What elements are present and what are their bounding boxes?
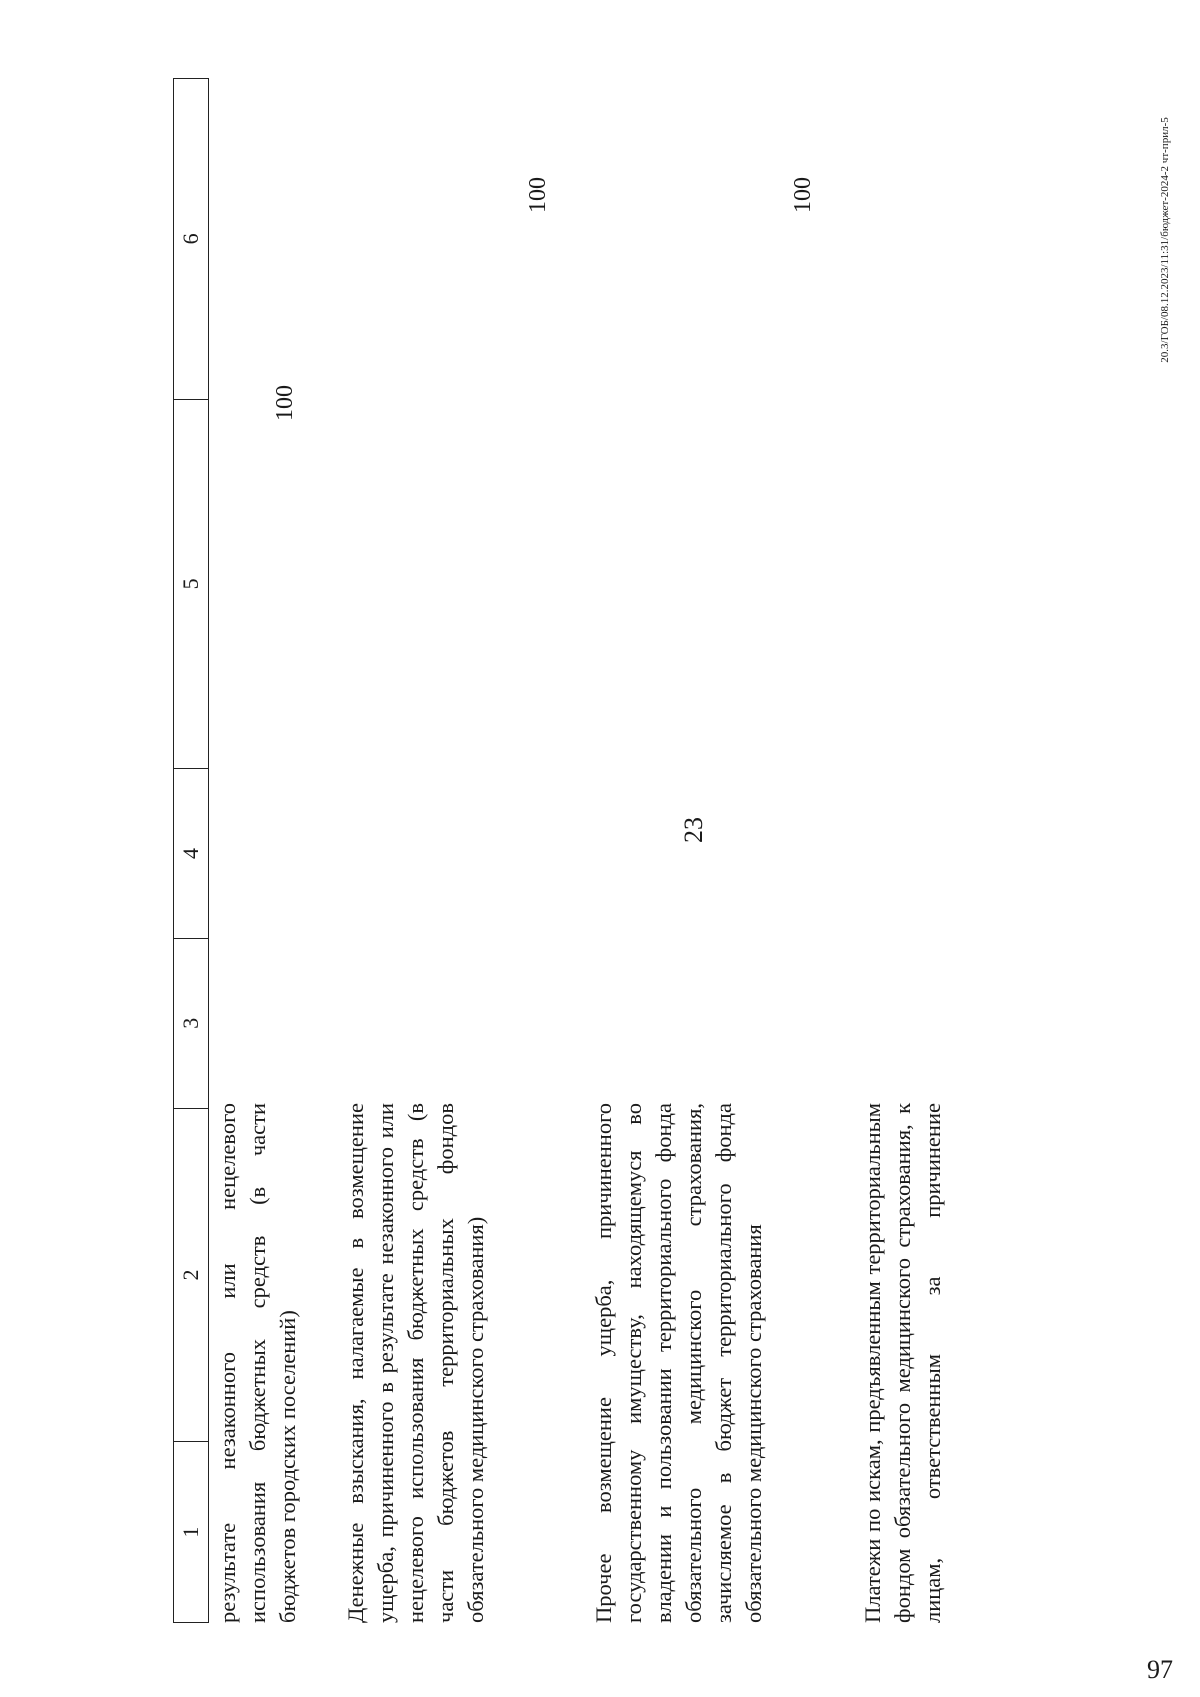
column-header-2: 2 [174, 1108, 208, 1442]
document-footer-code: 20.3/ГОБ/08.12.2023/11:31/бюджет-2024-2 чт-прил-5 [1159, 117, 1171, 363]
column-header-6: 6 [178, 233, 203, 245]
column-header-1: 1 [174, 1441, 208, 1622]
column-header-4: 4 [174, 768, 208, 938]
revenue-distribution-table [173, 78, 1200, 1623]
column-header-3: 3 [174, 938, 208, 1108]
table-row-3-description: Прочее возмещение ущерба, причиненного государственному имуществу, находящемуся во владении и пользовании территориального фонда обязательного медицинского страхования, зачисляемое в бюджет территориального фонда обязательного медицинского страхования [591, 1103, 766, 1623]
page-number-bottom: 97 [1147, 1655, 1173, 1684]
table-row-3-col6-value: 100 [790, 177, 816, 213]
table-row-2-description: Денежные взыскания, налагаемые в возмещение ущерба, причиненного в результате незаконного или нецелевого использования бюджетных средств (в части бюджетов территориальных фондов обязательного медицинского страхования) [343, 1103, 488, 1623]
column-header-5: 5 [174, 399, 208, 769]
table-header-row [173, 78, 209, 1623]
table-row-1-description: результате незаконного или нецелевого использования бюджетных средств (в части бюджетов городских поселений) [215, 1103, 300, 1623]
table-row-2-col6-value: 100 [525, 177, 551, 213]
table-row-1-col5-value: 100 [272, 385, 298, 421]
page-number-top: 23 [679, 817, 708, 843]
table-row-4-description: Платежи по искам, предъявленным территориальным фондом обязательного медицинского страхования, к лицам, ответственным за причинение [860, 1103, 945, 1623]
